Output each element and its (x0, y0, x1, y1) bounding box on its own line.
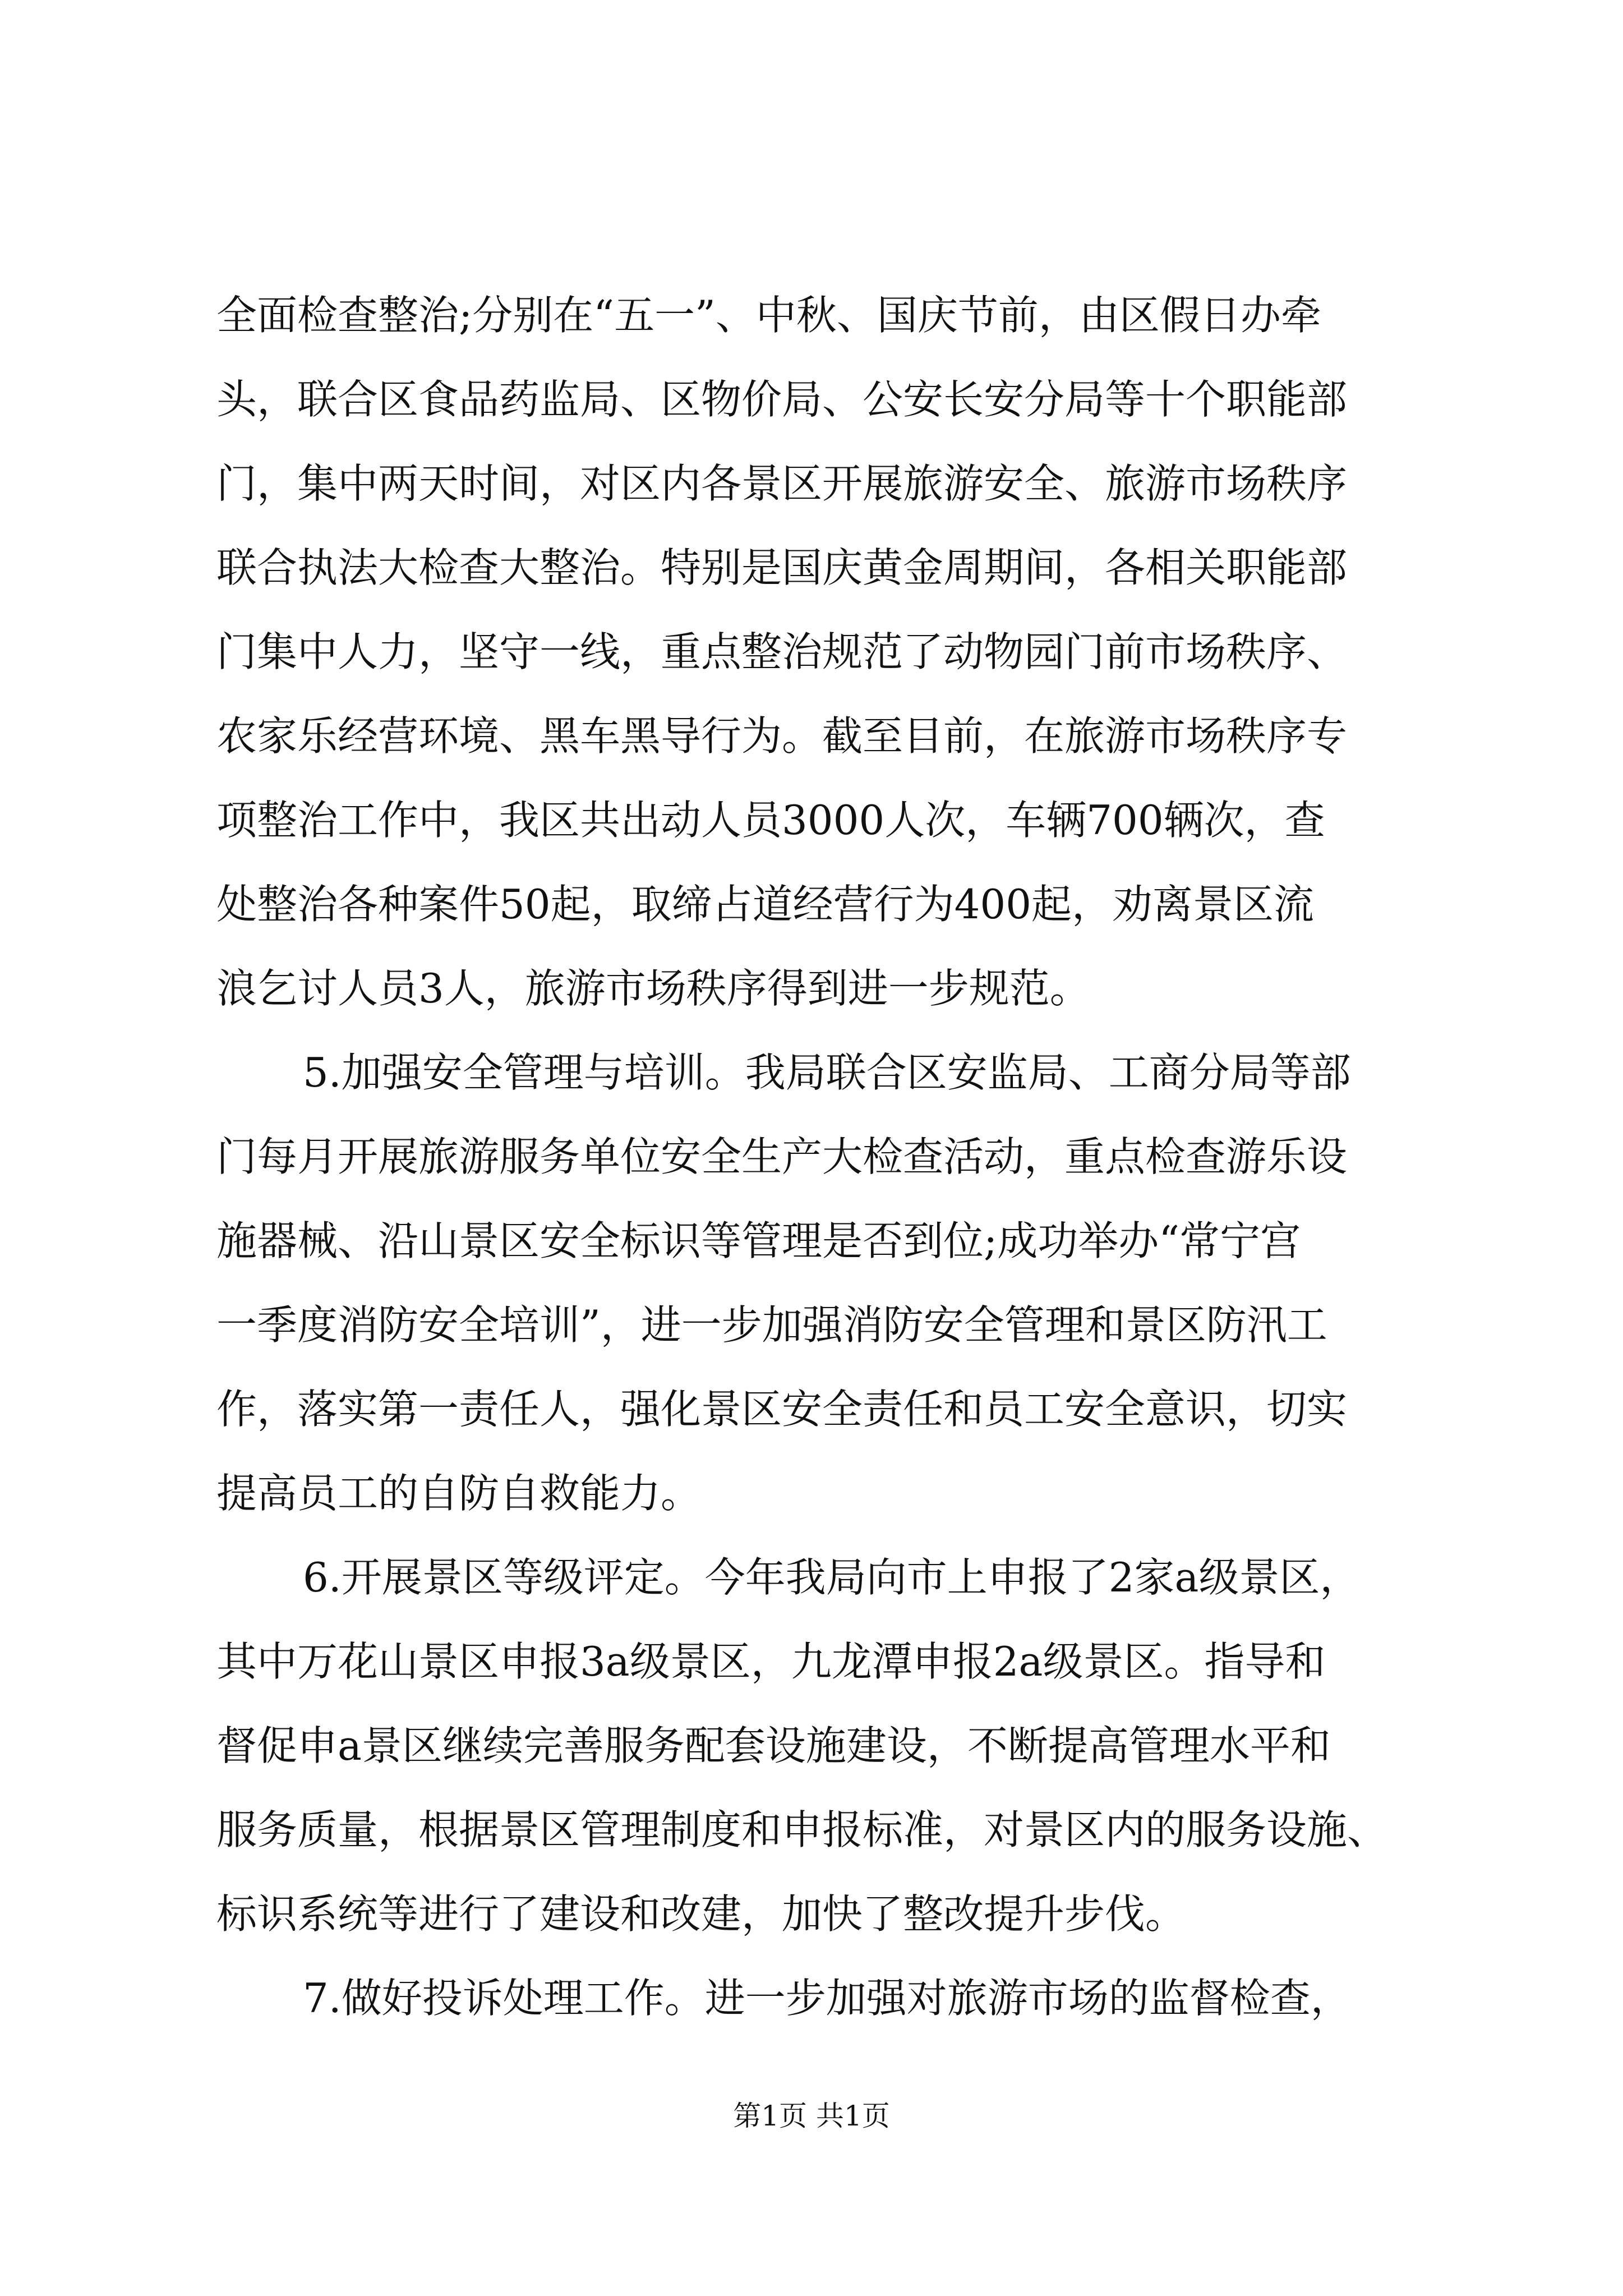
page-number: 第1页 共1页 (733, 2100, 890, 2132)
body-line-text: 督促申a景区继续完善服务配套设施建设，不断提高管理水平和 (216, 1722, 1331, 1769)
body-line (0, 694, 1623, 778)
body-line-text: 6.开展景区等级评定。今年我局向市上申报了2家a级景区， (303, 1554, 1361, 1601)
body-line (0, 1619, 1623, 1704)
body-line-text: 提高员工的自防自救能力。 (216, 1470, 702, 1517)
body-line (0, 946, 1623, 1030)
body-line-text: 农家乐经营环境、黑车黑导行为。截至目前，在旅游市场秩序专 (216, 712, 1348, 760)
body-line-text: 服务质量，根据景区管理制度和申报标准，对景区内的服务设施、 (216, 1806, 1388, 1853)
body-line (0, 1872, 1623, 1956)
body-line (0, 1788, 1623, 1872)
body-line (0, 526, 1623, 610)
body-line-text: 门集中人力，坚守一线，重点整治规范了动物园门前市场秩序、 (216, 628, 1348, 675)
body-line-text: 浪乞讨人员3人，旅游市场秩序得到进一步规范。 (216, 965, 1090, 1012)
body-line (0, 1367, 1623, 1451)
body-line-text: 联合执法大检查大整治。特别是国庆黄金周期间，各相关职能部 (216, 544, 1348, 591)
body-line-text: 头，联合区食品药监局、区物价局、公安长安分局等十个职能部 (216, 376, 1348, 423)
body-line-text: 门，集中两天时间，对区内各景区开展旅游安全、旅游市场秩序 (216, 460, 1348, 507)
body-line-text: 门每月开展旅游服务单位安全生产大检查活动，重点检查游乐设 (216, 1133, 1348, 1180)
body-line (0, 273, 1623, 357)
body-line (0, 610, 1623, 694)
body-line (0, 1451, 1623, 1535)
body-line (0, 441, 1623, 526)
body-line-text: 施器械、沿山景区安全标识等管理是否到位;成功举办“常宁宫 (216, 1217, 1301, 1264)
paragraph-first-line (0, 1535, 1623, 1619)
body-line-text: 项整治工作中，我区共出动人员3000人次，车辆700辆次，查 (216, 797, 1325, 844)
body-line-text: 一季度消防安全培训”，进一步加强消防安全管理和景区防汛工 (216, 1301, 1327, 1349)
body-line-text: 处整治各种案件50起，取缔占道经营行为400起，劝离景区流 (216, 881, 1315, 928)
body-line-text: 全面检查整治;分别在“五一”、中秋、国庆节前，由区假日办牵 (216, 292, 1321, 339)
body-line-text: 其中万花山景区申报3a级景区，九龙潭申报2a级景区。指导和 (216, 1638, 1326, 1685)
body-line (0, 1115, 1623, 1199)
paragraph-first-line (0, 1956, 1623, 2040)
body-line (0, 357, 1623, 441)
body-line-text: 5.加强安全管理与培训。我局联合区安监局、工商分局等部 (303, 1049, 1351, 1096)
body-line-text: 作，落实第一责任人，强化景区安全责任和员工安全意识，切实 (216, 1386, 1348, 1433)
body-line (0, 1199, 1623, 1283)
body-line (0, 1283, 1623, 1367)
body-line-text: 7.做好投诉处理工作。进一步加强对旅游市场的监督检查， (303, 1975, 1351, 2022)
page-footer (0, 2088, 1623, 2144)
body-line (0, 778, 1623, 862)
body-line (0, 1704, 1623, 1788)
paragraph-first-line (0, 1030, 1623, 1115)
body-line-text: 标识系统等进行了建设和改建，加快了整改提升步伐。 (216, 1890, 1186, 1938)
body-line (0, 862, 1623, 946)
